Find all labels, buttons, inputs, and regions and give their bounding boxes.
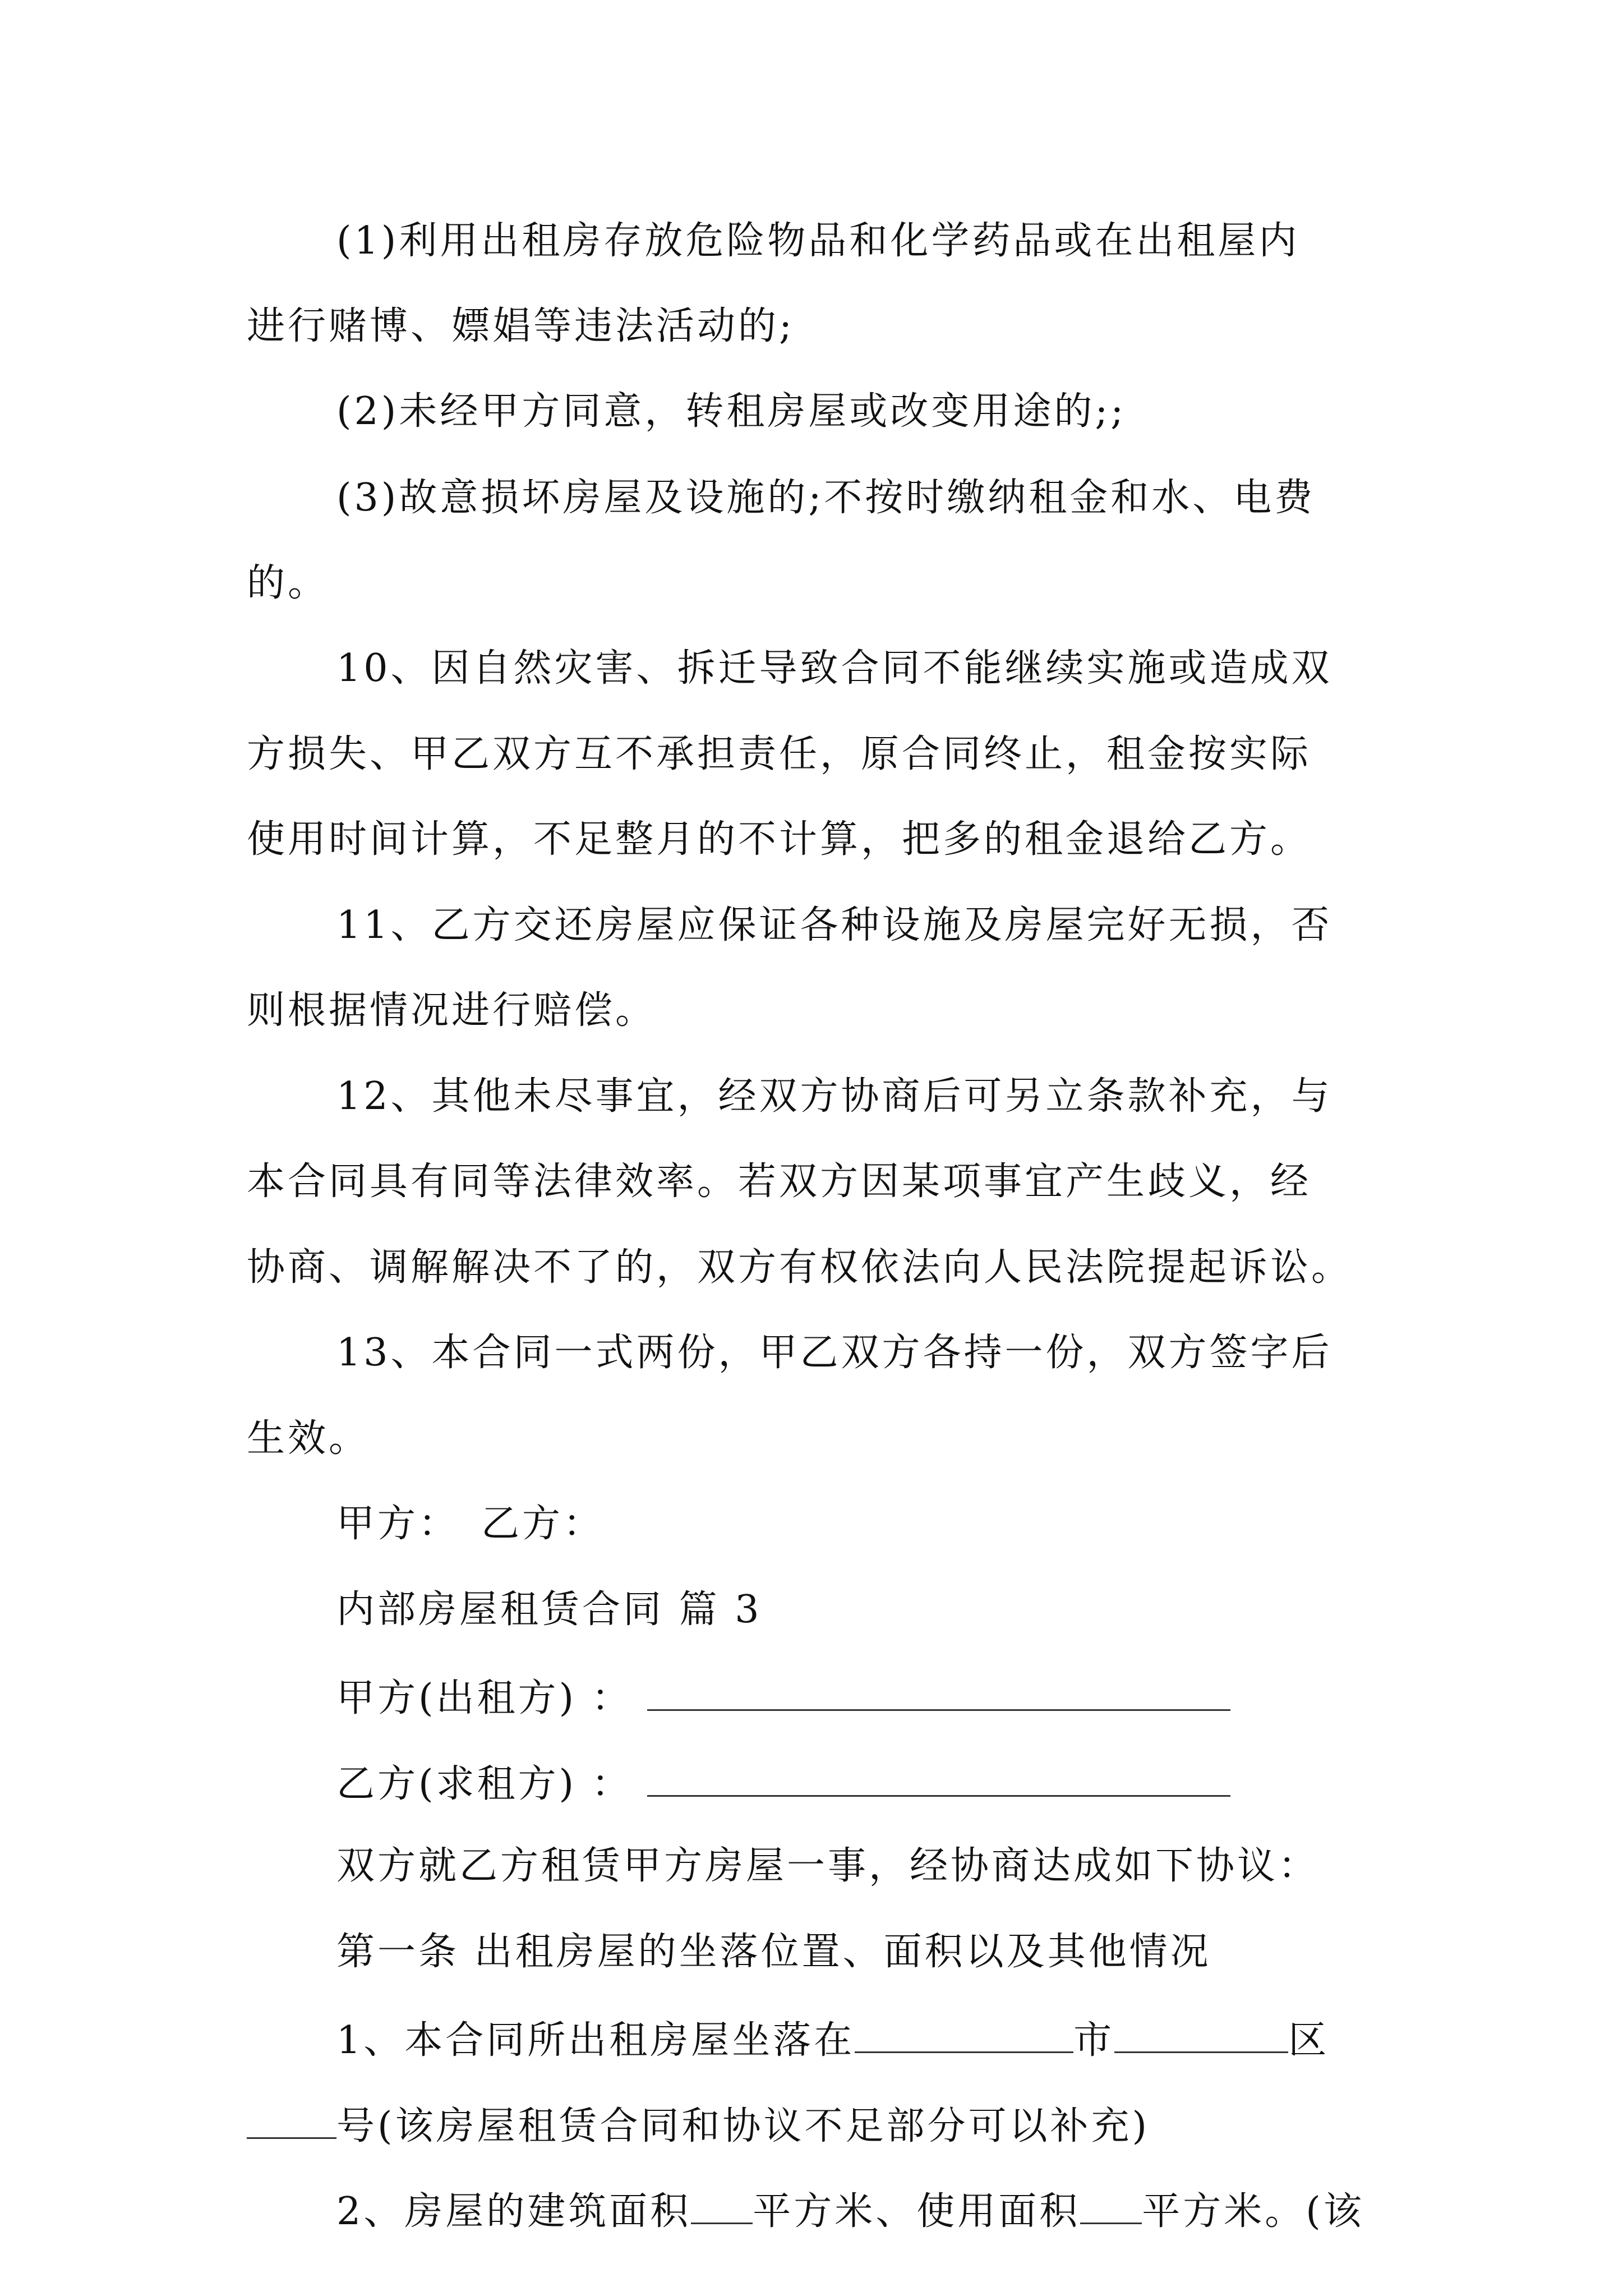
text-line: 本合同具有同等法律效率。若双方因某项事宜产生歧义，经 (247, 1159, 1312, 1204)
text-line: 进行赌博、嫖娼等违法活动的; (247, 304, 795, 348)
clause-1-text-b: 市 (1073, 2018, 1115, 2063)
text-line: 13、本合同一式两份，甲乙双方各持一份，双方签字后 (336, 1331, 1332, 1375)
text-line: 10、因自然灾害、拆迁导致合同不能继续实施或造成双 (336, 646, 1332, 691)
clause-2-text-c: 平方米。(该 (1142, 2189, 1364, 2234)
text-line: (1)利用出租房存放危险物品和化学药品或在出租屋内 (336, 219, 1300, 263)
text-line: 使用时间计算，不足整月的不计算，把多的租金退给乙方。 (247, 817, 1312, 862)
signature-line: 甲方： 乙方： (336, 1502, 605, 1546)
clause-1-text-c: 区 (1288, 2018, 1330, 2063)
number-blank (247, 2092, 336, 2139)
text-line: 的。 (247, 561, 329, 605)
party-b-label: 乙方(求租方) ： (336, 1762, 633, 1806)
text-line: 双方就乙方租赁甲方房屋一事，经协商达成如下协议： (336, 1844, 1320, 1888)
text-line: 11、乙方交还房屋应保证各种设施及房屋完好无损，否 (336, 903, 1332, 947)
section-title: 内部房屋租赁合同 篇 3 (336, 1588, 762, 1632)
clause-2-text-a: 2、房屋的建筑面积 (336, 2189, 691, 2234)
party-b-blank (647, 1750, 1230, 1797)
clause-1-continuation (247, 2092, 1150, 2154)
clause-1-text-d: 号(该房屋租赁合同和协议不足部分可以补充) (336, 2104, 1150, 2148)
clause-1-line (336, 2007, 1329, 2068)
clause-2-line (336, 2178, 1364, 2239)
party-b-line (336, 1750, 1230, 1812)
city-blank (855, 2007, 1073, 2053)
text-line: 生效。 (247, 1416, 370, 1461)
party-a-label: 甲方(出租方) ： (336, 1676, 633, 1720)
district-blank (1114, 2007, 1288, 2053)
building-area-blank (691, 2178, 753, 2224)
text-line: (3)故意损坏房屋及设施的;不按时缴纳租金和水、电费 (336, 476, 1316, 520)
text-line: 则根据情况进行赔偿。 (247, 988, 657, 1033)
text-line: 方损失、甲乙双方互不承担责任，原合同终止，租金按实际 (247, 732, 1312, 776)
text-line: 协商、调解解决不了的，双方有权依法向人民法院提起诉讼。 (247, 1245, 1353, 1290)
party-a-blank (647, 1664, 1230, 1711)
usable-area-blank (1080, 2178, 1142, 2224)
party-a-line (336, 1664, 1230, 1726)
article-heading: 第一条 出租房屋的坐落位置、面积以及其他情况 (336, 1930, 1211, 1974)
clause-1-text-a: 1、本合同所出租房屋坐落在 (336, 2018, 855, 2063)
text-line: 12、其他未尽事宜，经双方协商后可另立条款补充，与 (336, 1074, 1332, 1119)
text-line: (2)未经甲方同意，转租房屋或改变用途的;; (336, 389, 1127, 434)
clause-2-text-b: 平方米、使用面积 (753, 2189, 1081, 2234)
